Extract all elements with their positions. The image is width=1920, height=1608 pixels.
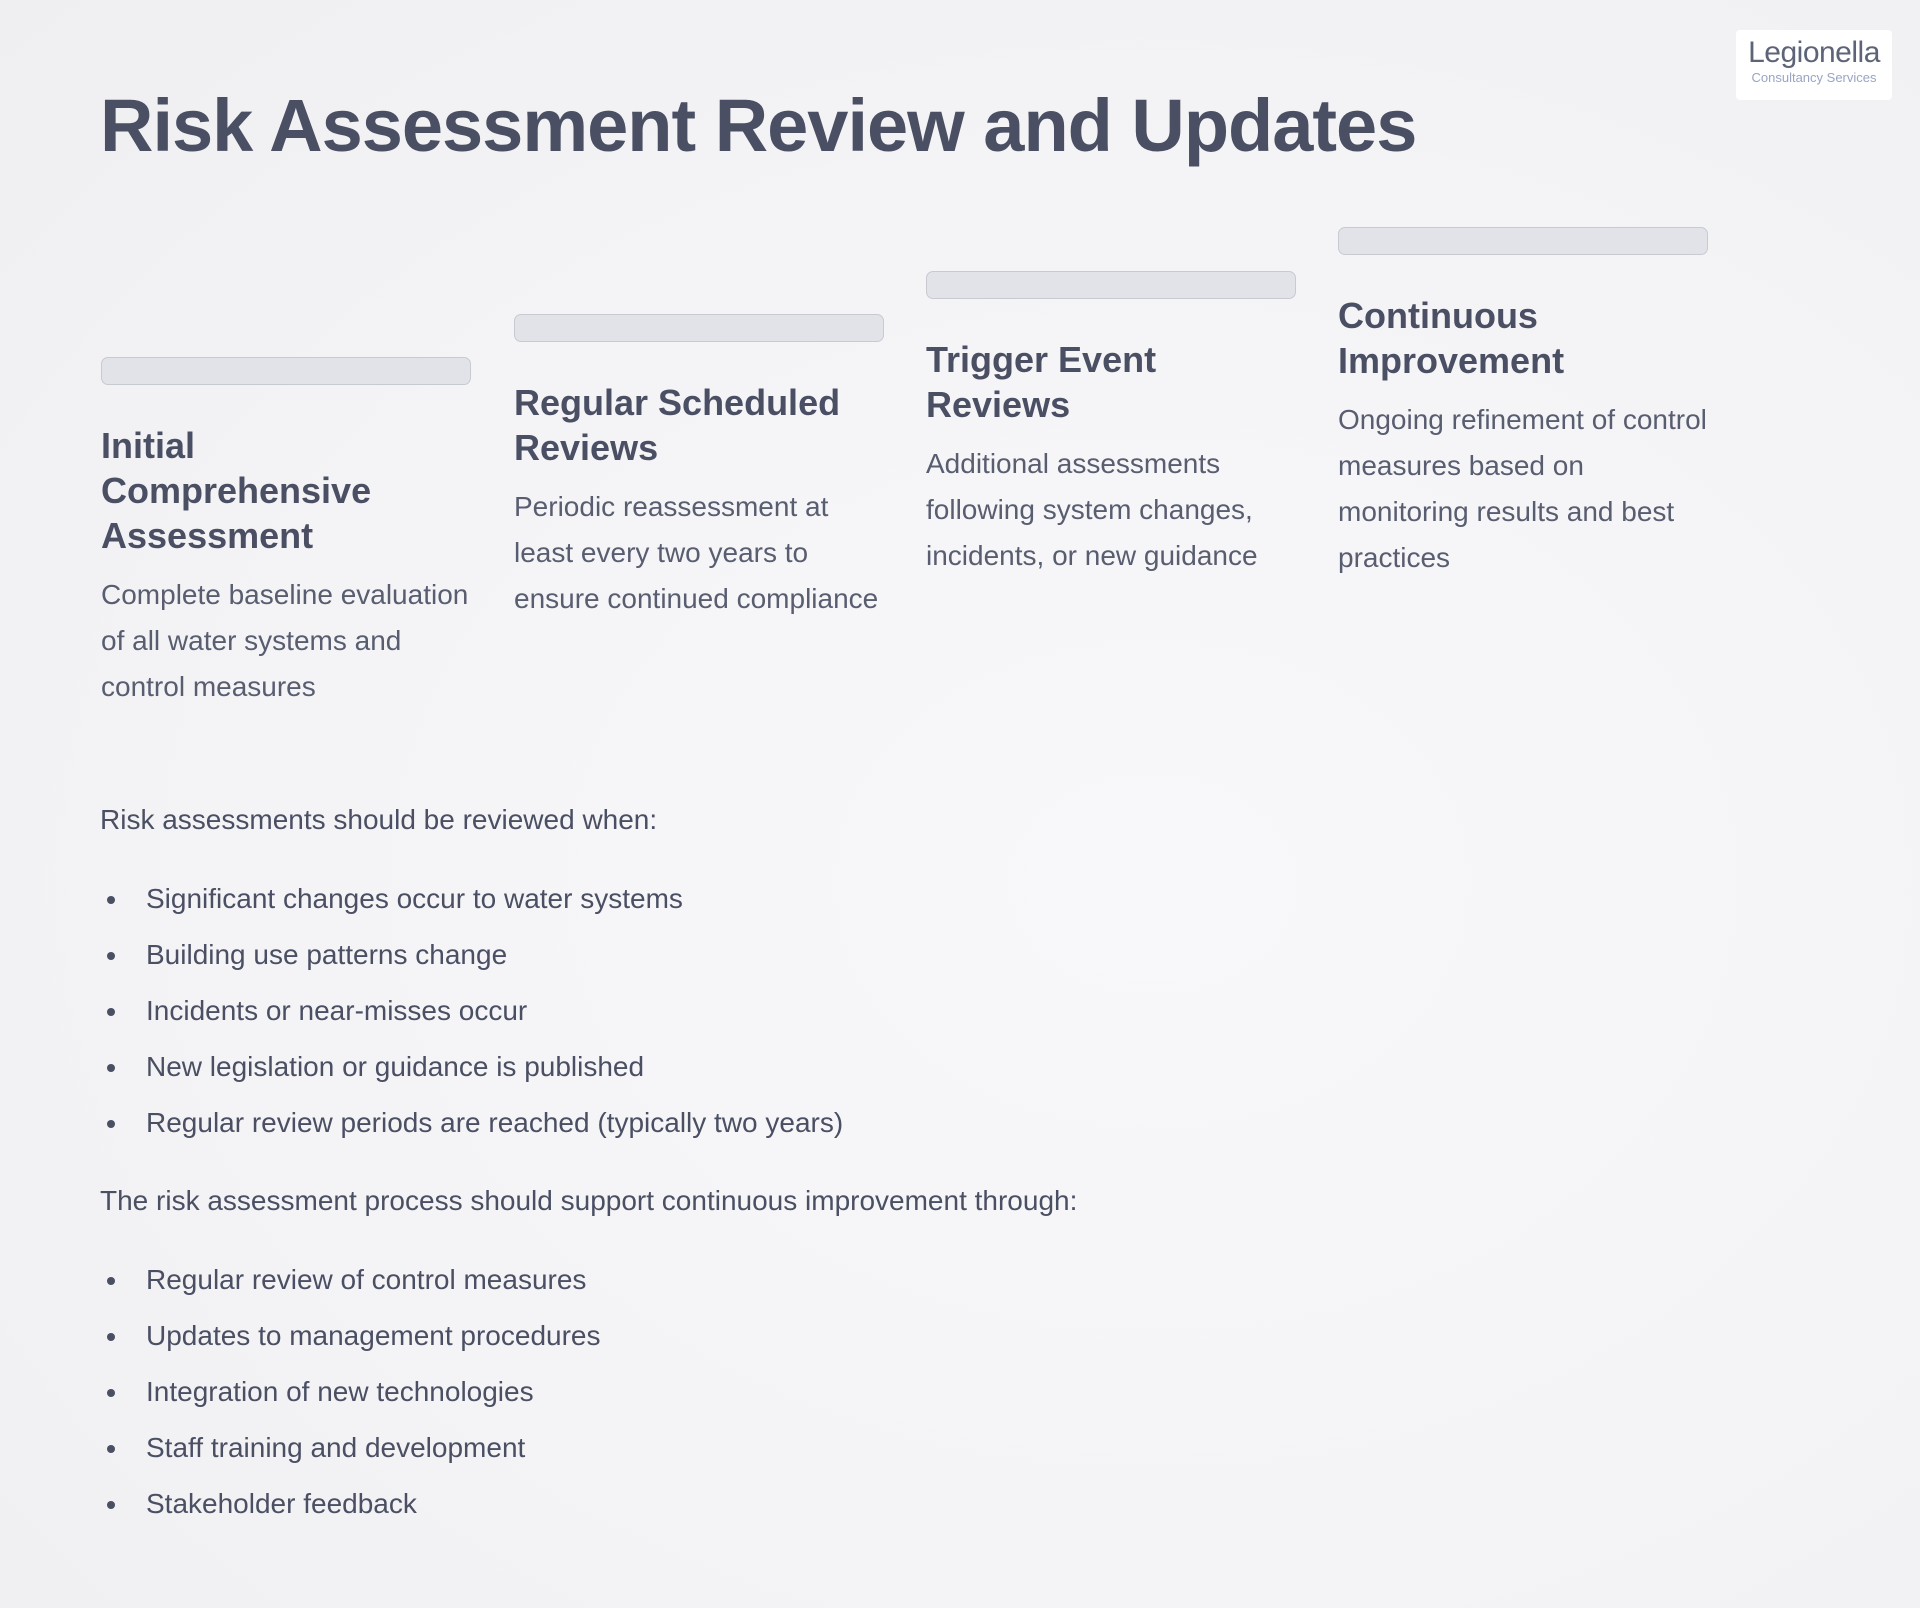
stage-initial-assessment	[101, 357, 471, 710]
improvement-list	[100, 1262, 601, 1542]
list-item	[100, 1105, 843, 1161]
stage-title: Trigger Event Reviews	[926, 339, 1157, 425]
logo-tagline: Consultancy Services	[1751, 70, 1877, 85]
list-item-text: Building use patterns change	[146, 939, 508, 970]
list-item	[100, 1262, 601, 1318]
company-logo	[1736, 30, 1892, 100]
list-item-text: Integration of new technologies	[146, 1376, 534, 1407]
list-item-text: Staff training and development	[146, 1432, 526, 1463]
stage-description: Ongoing refinement of control measures based on monitoring results and best practices	[1338, 404, 1707, 573]
page-title: Risk Assessment Review and Updates	[100, 84, 1417, 167]
list-item-text: Significant changes occur to water systems	[146, 883, 683, 914]
list-item	[100, 1486, 601, 1542]
bullet-icon	[107, 1389, 115, 1397]
bullet-icon	[107, 1333, 115, 1341]
list-item	[100, 881, 843, 937]
list-item-text: Updates to management procedures	[146, 1320, 601, 1351]
list-item-text: Incidents or near-misses occur	[146, 995, 528, 1026]
stage-title: Continuous Improvement	[1338, 295, 1565, 381]
bullet-icon	[107, 1445, 115, 1453]
stage-bar	[101, 357, 471, 385]
list-item	[100, 1374, 601, 1430]
bullet-icon	[107, 896, 115, 904]
stage-bar	[926, 271, 1296, 299]
stage-regular-reviews	[514, 314, 884, 622]
stage-continuous-improvement	[1338, 227, 1708, 581]
stage-description: Periodic reassessment at least every two years to ensure continued compliance	[514, 491, 879, 614]
logo-wordmark: Legionella	[1748, 36, 1880, 69]
stage-title: Regular Scheduled Reviews	[514, 382, 841, 468]
bullet-icon	[107, 1064, 115, 1072]
bullet-icon	[107, 1120, 115, 1128]
improvement-intro: The risk assessment process should support continuous improvement through:	[100, 1185, 1078, 1216]
stage-bar	[514, 314, 884, 342]
bullet-icon	[107, 952, 115, 960]
list-item	[100, 1049, 843, 1105]
stage-description: Additional assessments following system changes, incidents, or new guidance	[926, 448, 1258, 571]
review-triggers-intro: Risk assessments should be reviewed when:	[100, 804, 658, 835]
list-item	[100, 1430, 601, 1486]
stage-bar	[1338, 227, 1708, 255]
stage-description: Complete baseline evaluation of all water systems and control measures	[101, 579, 469, 702]
bullet-icon	[107, 1277, 115, 1285]
list-item-text: Stakeholder feedback	[146, 1488, 417, 1519]
review-triggers-list	[100, 881, 843, 1161]
list-item	[100, 993, 843, 1049]
stage-trigger-event-reviews	[926, 271, 1296, 579]
bullet-icon	[107, 1008, 115, 1016]
bullet-icon	[107, 1501, 115, 1509]
list-item-text: Regular review periods are reached (typically two years)	[146, 1107, 844, 1138]
list-item	[100, 1318, 601, 1374]
list-item-text: New legislation or guidance is published	[146, 1051, 645, 1082]
stage-title: Initial Comprehensive Assessment	[101, 425, 372, 556]
list-item-text: Regular review of control measures	[146, 1264, 587, 1295]
list-item	[100, 937, 843, 993]
